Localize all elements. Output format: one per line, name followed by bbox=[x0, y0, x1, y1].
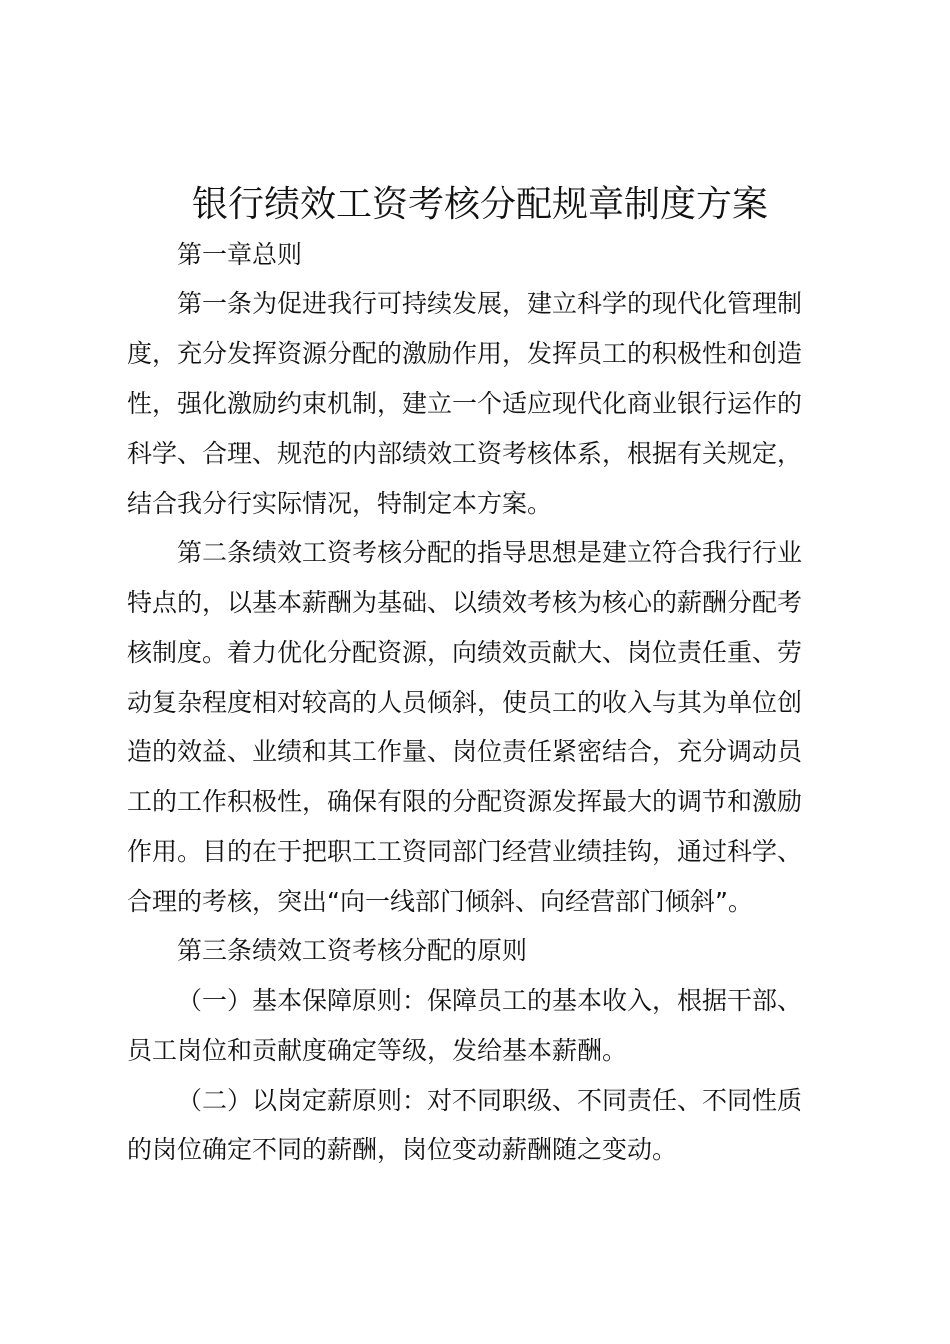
paragraph-line: 性，强化激励约束机制，建立一个适应现代化商业银行运作的 bbox=[127, 389, 803, 418]
document-title: 银行绩效工资考核分配规章制度方案 bbox=[191, 184, 768, 225]
paragraph-line: 度，充分发挥资源分配的激励作用，发挥员工的积极性和创造 bbox=[127, 339, 803, 368]
paragraph-line: 动复杂程度相对较高的人员倾斜，使员工的收入与其为单位创 bbox=[127, 688, 803, 717]
paragraph-line: 第二条绩效工资考核分配的指导思想是建立符合我行行业 bbox=[177, 538, 803, 567]
paragraph-line: 造的效益、业绩和其工作量、岗位责任紧密结合，充分调动员 bbox=[127, 737, 803, 766]
chapter-heading: 第一章总则 bbox=[177, 240, 303, 269]
article-heading: 第三条绩效工资考核分配的原则 bbox=[177, 936, 528, 965]
paragraph-line: 第一条为促进我行可持续发展，建立科学的现代化管理制 bbox=[177, 289, 803, 318]
paragraph-line: （一）基本保障原则：保障员工的基本收入，根据干部、 bbox=[177, 986, 803, 1015]
paragraph-line: 特点的，以基本薪酬为基础、以绩效考核为核心的薪酬分配考 bbox=[127, 588, 803, 617]
paragraph-line: （二）以岗定薪原则：对不同职级、不同责任、不同性质 bbox=[177, 1086, 803, 1115]
paragraph-line: 的岗位确定不同的薪酬，岗位变动薪酬随之变动。 bbox=[127, 1135, 678, 1164]
paragraph-line: 科学、合理、规范的内部绩效工资考核体系，根据有关规定， bbox=[127, 439, 803, 468]
paragraph-line: 员工岗位和贡献度确定等级，发给基本薪酬。 bbox=[127, 1036, 628, 1065]
paragraph-line: 结合我分行实际情况，特制定本方案。 bbox=[127, 489, 553, 518]
paragraph-line: 合理的考核，突出“向一线部门倾斜、向经营部门倾斜”。 bbox=[127, 887, 753, 916]
paragraph-line: 工的工作积极性，确保有限的分配资源发挥最大的调节和激励 bbox=[127, 787, 803, 816]
paragraph-line: 作用。目的在于把职工工资同部门经营业绩挂钩，通过科学、 bbox=[127, 837, 803, 866]
paragraph-line: 核制度。着力优化分配资源，向绩效贡献大、岗位责任重、劳 bbox=[127, 638, 803, 667]
